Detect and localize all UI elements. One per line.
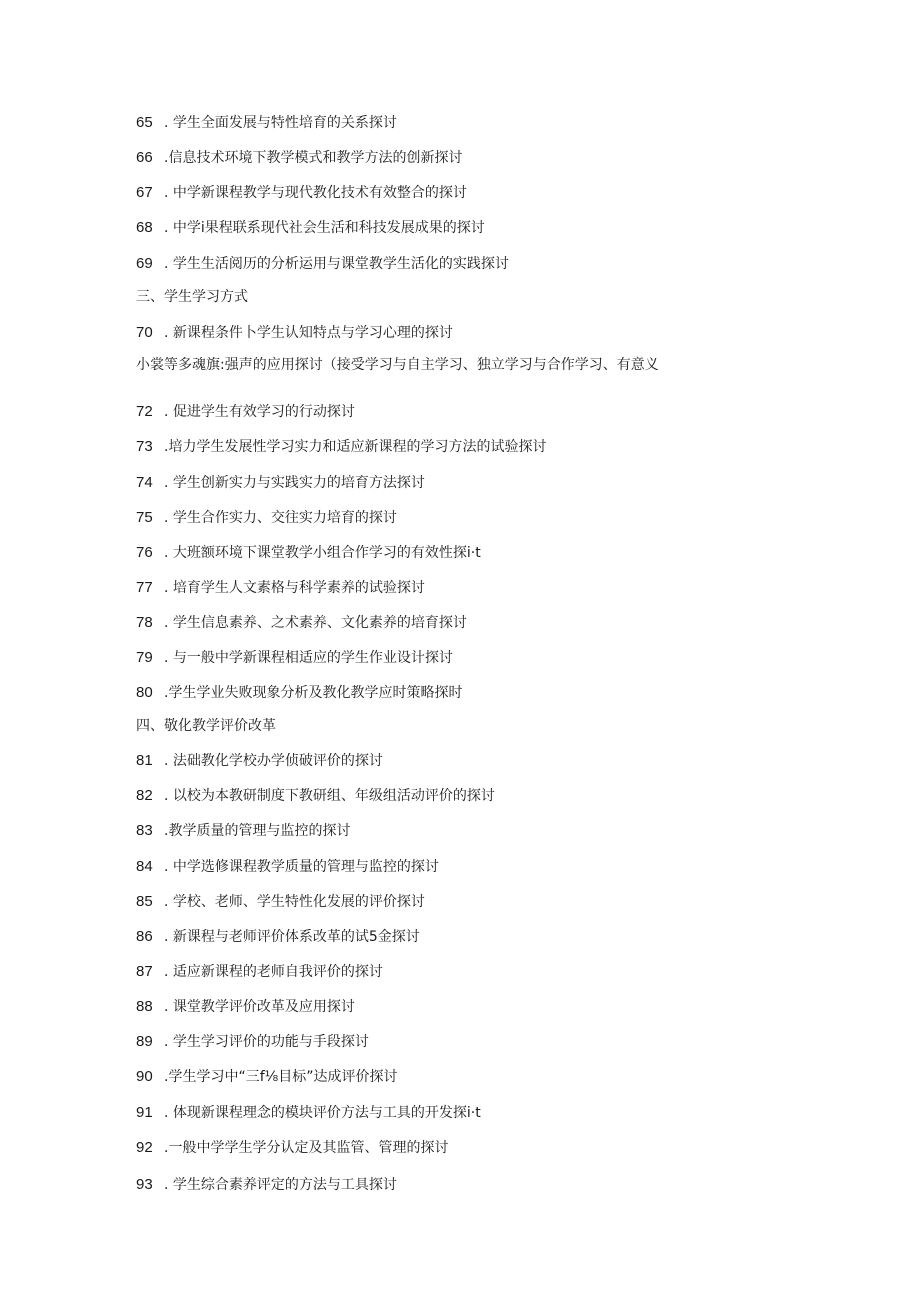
item-text: . 课堂教学评价改革及应用探讨 (164, 999, 355, 1015)
item-number: 77 (136, 579, 153, 596)
item-number: 67 (136, 184, 153, 201)
item-number: 76 (136, 544, 153, 561)
paragraph-text: 小裳等多魂旗:强声的应用探讨（接受学习与自主学习、独立学习与合作学习、有意义 (136, 357, 659, 373)
item-text: . 新课程条件卜学生认知特点与学习心理的探讨 (164, 325, 453, 341)
list-item (136, 577, 425, 598)
item-number: 87 (136, 963, 153, 980)
item-text: .教学质量的管理与监控的探讨 (164, 823, 351, 839)
list-item (136, 112, 397, 133)
item-text: . 学生合作实力、交往实力培育的探讨 (164, 510, 397, 526)
list-item (136, 182, 467, 203)
list-item (136, 750, 383, 771)
item-text: . 大班额环境下课堂教学小组合作学习的有效性探i·t (164, 545, 481, 561)
item-number: 69 (136, 255, 153, 272)
list-item (136, 612, 467, 633)
item-number: 73 (136, 438, 153, 455)
list-item (136, 147, 462, 168)
list-item (136, 217, 485, 238)
item-text: . 学生信息素养、之术素养、文化素养的培育探讨 (164, 615, 467, 631)
section-heading: 四、敬化教学评价改革 (136, 718, 276, 734)
item-text: . 中学新课程教学与现代教化技术有效整合的探讨 (164, 185, 467, 201)
list-item (136, 472, 425, 493)
list-item (136, 647, 453, 668)
list-item (136, 1031, 369, 1052)
item-number: 78 (136, 614, 153, 631)
list-item (136, 856, 439, 877)
item-number: 91 (136, 1104, 153, 1121)
item-number: 74 (136, 474, 153, 491)
item-number: 70 (136, 324, 153, 341)
item-number: 65 (136, 114, 153, 131)
item-number: 68 (136, 219, 153, 236)
item-number: 79 (136, 649, 153, 666)
item-number: 88 (136, 998, 153, 1015)
list-item (136, 926, 420, 947)
item-number: 92 (136, 1139, 153, 1156)
item-text: . 学校、老师、学生特性化发展的评价探讨 (164, 894, 425, 910)
item-text: . 与一般中学新课程相适应的学生作业设计探讨 (164, 650, 453, 666)
item-text: .学生学习中“三f⅛目标”达成评价探讨 (164, 1069, 398, 1085)
list-item (136, 1066, 397, 1087)
item-text: . 学生生活阅历的分析运用与课堂教学生活化的实践探讨 (164, 256, 509, 272)
item-text: . 培育学生人文素格与科学素养的试验探讨 (164, 580, 425, 596)
item-text: . 促进学生有效学习的行动探讨 (164, 404, 355, 420)
item-text: .学生学业失败现象分析及教化教学应时策略探时 (164, 685, 463, 701)
list-item (136, 322, 453, 343)
list-item (136, 820, 350, 841)
item-number: 83 (136, 822, 153, 839)
item-number: 85 (136, 893, 153, 910)
item-number: 84 (136, 858, 153, 875)
list-item (136, 996, 355, 1017)
list-item (136, 253, 509, 274)
item-text: .信息技术环境下教学模式和教学方法的创新探讨 (164, 150, 463, 166)
list-item (136, 891, 425, 912)
list-item (136, 542, 481, 563)
item-number: 72 (136, 403, 153, 420)
item-number: 66 (136, 149, 153, 166)
item-number: 82 (136, 787, 153, 804)
item-text: . 体现新课程理念的模块评价方法与工具的开发探i·t (164, 1105, 481, 1121)
item-number: 75 (136, 509, 153, 526)
section-heading: 三、学生学习方式 (136, 289, 248, 305)
item-number: 93 (136, 1176, 153, 1193)
item-text: .培力学生发展性学习实力和适应新课程的学习方法的试验探讨 (164, 439, 547, 455)
item-text: . 学生学习评价的功能与手段探讨 (164, 1034, 369, 1050)
item-text: . 学生全面发展与特性培育的关系探讨 (164, 115, 397, 131)
item-text: . 学生创新实力与实践实力的培育方法探讨 (164, 475, 425, 491)
item-text: . 适应新课程的老师自我评价的探讨 (164, 964, 383, 980)
item-number: 90 (136, 1068, 153, 1085)
item-number: 86 (136, 928, 153, 945)
list-item (136, 1137, 448, 1158)
item-number: 81 (136, 752, 153, 769)
list-item (136, 1174, 397, 1195)
list-item (136, 785, 495, 806)
item-text: . 学生综合素养评定的方法与工具探讨 (164, 1177, 397, 1193)
list-item (136, 1102, 481, 1123)
item-number: 89 (136, 1033, 153, 1050)
item-text: . 中学选修课程教学质量的管理与监控的探讨 (164, 859, 439, 875)
item-text: .一般中学学生学分认定及其监管、管理的探讨 (164, 1140, 449, 1156)
list-item (136, 436, 546, 457)
list-item (136, 682, 462, 703)
list-item (136, 507, 397, 528)
list-item (136, 961, 383, 982)
item-number: 80 (136, 684, 153, 701)
item-text: . 新课程与老师评价体系改革的试5金探讨 (164, 929, 420, 945)
item-text: . 以校为本教研制度下教研组、年级组活动评价的探讨 (164, 788, 495, 804)
item-text: . 中学i果程联系现代社会生活和科技发展成果的探讨 (164, 220, 485, 236)
item-text: . 法础教化学校办学侦破评价的探讨 (164, 753, 383, 769)
list-item (136, 401, 355, 422)
